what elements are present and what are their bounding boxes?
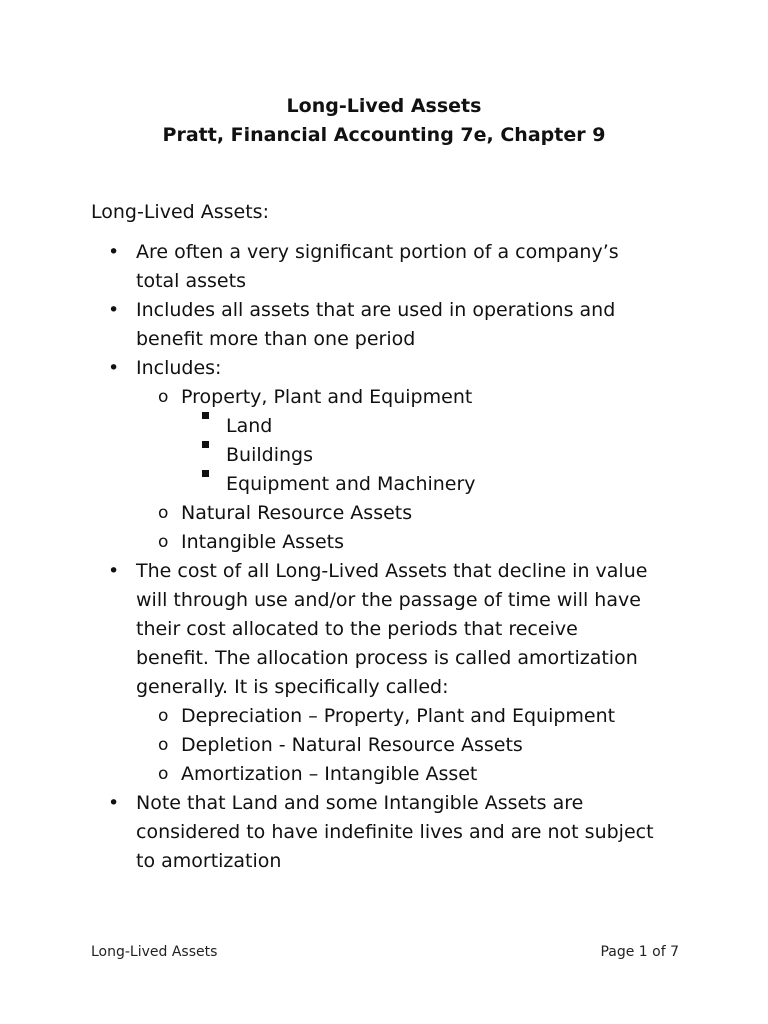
list-item-text: Are often a very significant portion of a company’s total assets bbox=[136, 241, 619, 292]
square-marker bbox=[202, 441, 209, 448]
circle-marker: o bbox=[158, 532, 169, 552]
sub-list-item-text: Intangible Assets bbox=[181, 531, 345, 553]
sub-list-item bbox=[0, 702, 681, 731]
sub-sub-list-item-text: Equipment and Machinery bbox=[226, 473, 476, 495]
sub-sub-list-item-text: Buildings bbox=[226, 444, 313, 466]
list-item bbox=[0, 354, 656, 383]
bullet-marker: • bbox=[108, 357, 120, 379]
circle-marker: o bbox=[158, 764, 169, 784]
list-item bbox=[0, 789, 656, 876]
sub-list-item-text: Depletion - Natural Resource Assets bbox=[181, 734, 523, 756]
bullet-marker: • bbox=[108, 792, 120, 814]
list-item-text: Includes: bbox=[136, 357, 222, 379]
circle-marker: o bbox=[158, 735, 169, 755]
sub-list-item bbox=[0, 731, 681, 760]
bullet-marker: • bbox=[108, 241, 120, 263]
footer-title: Long-Lived Assets bbox=[91, 944, 218, 960]
sub-sub-list-item bbox=[0, 441, 686, 470]
sub-list-item-text: Natural Resource Assets bbox=[181, 502, 413, 524]
sub-list-item-text: Amortization – Intangible Asset bbox=[181, 763, 478, 785]
page-number: Page 1 of 7 bbox=[600, 944, 679, 960]
list-item-text: Includes all assets that are used in operations and benefit more than one period bbox=[136, 299, 616, 350]
list-item-text: Note that Land and some Intangible Assets are considered to have indefinite lives and are not subject to amortization bbox=[136, 792, 654, 872]
sub-list-item-text: Property, Plant and Equipment bbox=[181, 386, 473, 408]
bullet-marker: • bbox=[108, 299, 120, 321]
list-item-text: The cost of all Long-Lived Assets that decline in value will through use and/or the passage of time will have their cost allocated to the periods that receive benefit. The allocation process is called amortization generally. It is specifically called: bbox=[136, 560, 648, 698]
sub-list-item bbox=[0, 760, 681, 789]
document-subtitle: Pratt, Financial Accounting 7e, Chapter 9 bbox=[162, 124, 606, 146]
bullet-marker: • bbox=[108, 560, 120, 582]
circle-marker: o bbox=[158, 387, 169, 407]
bullet-list bbox=[0, 238, 768, 876]
square-marker bbox=[202, 412, 209, 419]
sub-sub-list-item bbox=[0, 412, 686, 441]
list-item bbox=[0, 238, 656, 296]
sub-list-item bbox=[0, 383, 681, 412]
sub-sub-list-item bbox=[0, 470, 686, 499]
sub-sub-list-item-text: Land bbox=[226, 415, 273, 437]
list-item bbox=[0, 557, 656, 702]
circle-marker: o bbox=[158, 706, 169, 726]
circle-marker: o bbox=[158, 503, 169, 523]
square-marker bbox=[202, 470, 209, 477]
section-heading: Long-Lived Assets: bbox=[91, 201, 269, 223]
sub-list-item-text: Depreciation – Property, Plant and Equipment bbox=[181, 705, 616, 727]
list-item bbox=[0, 296, 656, 354]
document-title: Long-Lived Assets bbox=[286, 95, 482, 117]
sub-list-item bbox=[0, 499, 681, 528]
sub-list-item bbox=[0, 528, 681, 557]
